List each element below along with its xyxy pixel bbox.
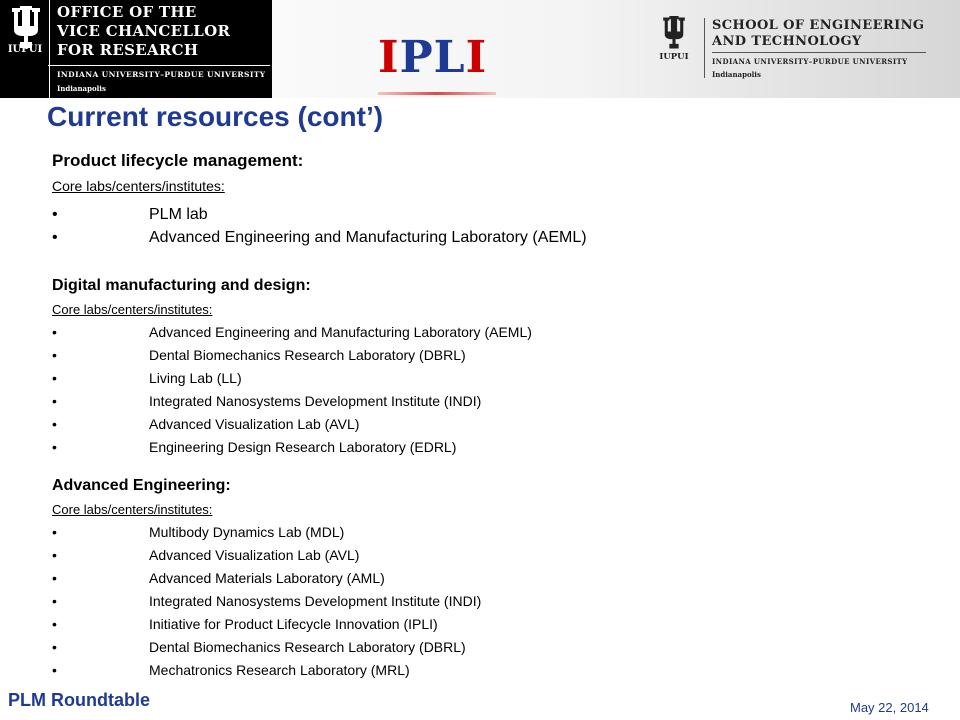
vcr-line-3: FOR RESEARCH [57,41,199,59]
list-item [52,639,942,662]
bullet: • [52,639,57,655]
list-item-text: Advanced Engineering and Manufacturing Laboratory (AEML) [149,229,587,246]
set-rule [712,52,926,53]
list-item-text: Advanced Visualization Lab (AVL) [149,416,360,432]
footer-title: PLM Roundtable [8,690,150,710]
set-city: Indianapolis [712,70,761,79]
ipli-letter-i-1: I [378,32,400,83]
ipli-letters-pl: PL [399,32,466,83]
iupui-wordmark-right: IUPUI [659,52,689,62]
vcr-rule [48,65,270,66]
list-item-text: Initiative for Product Lifecycle Innovation (IPLI) [149,616,438,632]
bullet: • [52,324,57,340]
list-item-text: Engineering Design Research Laboratory (EDRL) [149,439,457,455]
bullet: • [52,593,57,609]
list-item [52,616,942,639]
list-item [52,416,942,439]
bullet: • [52,524,57,540]
list-item [52,229,942,252]
vcr-city: Indianapolis [57,84,106,93]
list-item-text: Advanced Visualization Lab (AVL) [149,547,360,563]
ipli-logo [378,32,488,83]
header-banner [0,0,960,98]
vcr-vertical-rule [49,0,50,98]
subheading-plm: Core labs/centers/institutes: [52,178,225,194]
bullet: • [52,662,57,678]
list-item-text: Dental Biomechanics Research Laboratory (DBRL) [149,347,466,363]
list-item-text: Multibody Dynamics Lab (MDL) [149,524,345,540]
bullet: • [52,347,57,363]
ipli-underline [378,92,496,95]
subheading-advanced: Core labs/centers/institutes: [52,502,213,517]
list-item [52,370,942,393]
section-title-digital: Digital manufacturing and design: [52,277,311,294]
list-item [52,439,942,462]
vcr-line-1: OFFICE OF THE [57,3,197,21]
list-item-text: Dental Biomechanics Research Laboratory (DBRL) [149,639,466,655]
list-item-text: Integrated Nanosystems Development Institute (INDI) [149,393,482,409]
bullet: • [52,229,58,246]
bullet: • [52,370,57,386]
bullet: • [52,616,57,632]
list-item [52,393,942,416]
list-item-text: PLM lab [149,206,208,223]
list-item [52,347,942,370]
list-item-text: Integrated Nanosystems Development Institute (INDI) [149,593,482,609]
section-title-advanced: Advanced Engineering: [52,477,231,494]
list-item [52,570,942,593]
vcr-logo [0,0,272,98]
list-item [52,206,942,229]
list-item [52,662,942,685]
iupui-wordmark: IUPUI [7,44,43,55]
set-line-1: SCHOOL OF ENGINEERING [712,18,925,33]
vcr-university: INDIANA UNIVERSITY–PURDUE UNIVERSITY [57,70,266,79]
ipli-letter-i-2: I [465,32,488,83]
list-item [52,324,942,347]
content-body [52,151,942,685]
set-university: INDIANA UNIVERSITY–PURDUE UNIVERSITY [712,57,908,66]
list-item-text: Living Lab (LL) [149,370,242,386]
list-item-text: Advanced Engineering and Manufacturing Laboratory (AEML) [149,324,532,340]
iu-trident-dark-icon [657,14,691,52]
vcr-line-2: VICE CHANCELLOR [57,22,231,40]
page-title: Current resources (cont’) [47,101,384,132]
list-item [52,524,942,547]
list-item [52,593,942,616]
bullet: • [52,416,57,432]
section-title-plm: Product lifecycle management: [52,151,304,170]
subheading-digital: Core labs/centers/institutes: [52,302,213,317]
set-line-2: AND TECHNOLOGY [712,34,862,49]
list-item-text: Advanced Materials Laboratory (AML) [149,570,385,586]
bullet: • [52,206,58,223]
bullet: • [52,393,57,409]
bullet: • [52,570,57,586]
footer-date: May 22, 2014 [850,700,929,715]
bullet: • [52,439,57,455]
list-item [52,547,942,570]
set-vertical-rule [704,18,705,78]
bullet: • [52,547,57,563]
list-item-text: Mechatronics Research Laboratory (MRL) [149,662,410,678]
